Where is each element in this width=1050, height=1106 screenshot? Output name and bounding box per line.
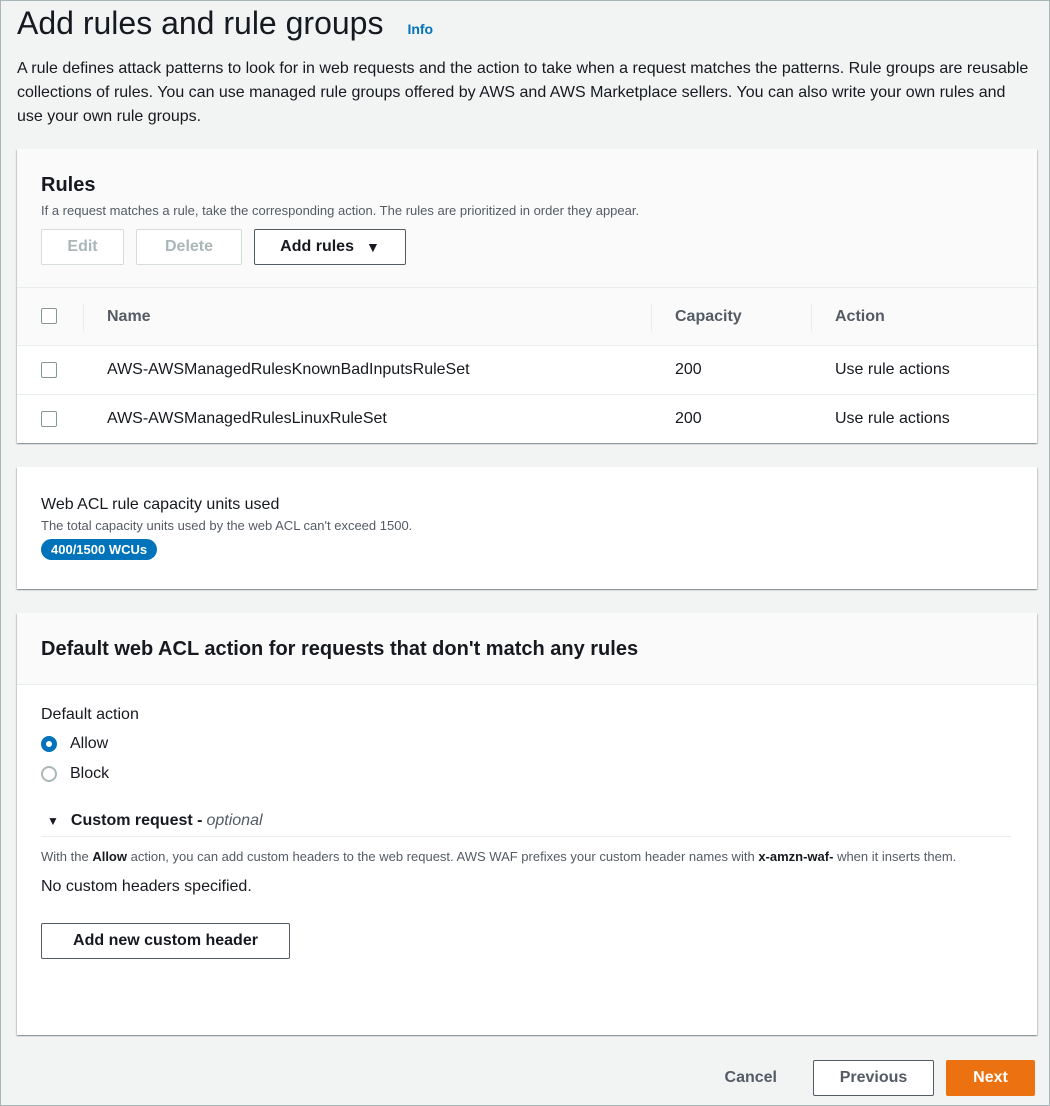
radio-block-label: Block bbox=[70, 765, 110, 782]
add-rules-button[interactable] bbox=[254, 229, 406, 265]
default-action-body bbox=[17, 685, 1037, 979]
custom-request-optional: optional bbox=[206, 811, 263, 829]
table-row[interactable] bbox=[17, 346, 1037, 395]
custom-request-expander[interactable] bbox=[41, 805, 1011, 837]
rule-capacity: 200 bbox=[651, 346, 811, 395]
page-intro: A rule defines attack patterns to look for in web requests and the action to take when a request matches the patterns. Rule groups are reusable collections of rules. You can use managed rule groups offered by AWS and AWS Marketplace sellers. You can also write your own rules and use your own rule groups. bbox=[17, 60, 1029, 125]
select-all-cell bbox=[17, 288, 83, 346]
rule-action: Use rule actions bbox=[811, 346, 1037, 395]
column-header-action[interactable]: Action bbox=[811, 288, 1037, 346]
rules-actions bbox=[41, 229, 1013, 265]
custom-request-description bbox=[41, 845, 1011, 869]
page-title: Add rules and rule groups bbox=[17, 5, 384, 41]
previous-button[interactable]: Previous bbox=[813, 1060, 934, 1096]
radio-allow-input[interactable] bbox=[41, 736, 57, 752]
default-action-header bbox=[17, 613, 1037, 685]
wcu-badge: 400/1500 WCUs bbox=[41, 539, 157, 560]
rules-table bbox=[17, 287, 1037, 444]
default-action-title: Default web ACL action for requests that don't match any rules bbox=[41, 638, 639, 660]
table-header-row bbox=[17, 288, 1037, 346]
rules-title: Rules bbox=[41, 174, 96, 196]
row-checkbox[interactable] bbox=[41, 411, 57, 427]
rules-header bbox=[17, 149, 1037, 287]
add-rules-label: Add rules bbox=[280, 238, 354, 255]
desc-middle: action, you can add custom headers to the web request. AWS WAF prefixes your custom header names with bbox=[130, 849, 755, 864]
page-header bbox=[17, 3, 1033, 43]
rule-action: Use rule actions bbox=[835, 410, 950, 428]
rules-panel bbox=[17, 149, 1037, 443]
custom-request-title: Custom request - bbox=[70, 811, 203, 829]
desc-prefix: With the bbox=[41, 849, 89, 864]
default-action-label: Default action bbox=[41, 706, 139, 723]
wizard-footer bbox=[725, 1060, 1035, 1096]
radio-allow[interactable] bbox=[41, 729, 1013, 759]
default-action-panel bbox=[17, 613, 1037, 1035]
wcu-panel bbox=[17, 467, 1037, 589]
cancel-button[interactable]: Cancel bbox=[724, 1069, 777, 1086]
desc-suffix: when it inserts them. bbox=[837, 849, 957, 864]
column-header-name[interactable]: Name bbox=[83, 288, 651, 346]
radio-block[interactable] bbox=[41, 759, 1013, 789]
caret-down-icon: ▼ bbox=[47, 813, 59, 828]
select-all-checkbox[interactable] bbox=[41, 308, 57, 324]
default-action-radio-group bbox=[41, 729, 1013, 789]
delete-button[interactable]: Delete bbox=[136, 229, 242, 265]
rule-capacity: 200 bbox=[675, 410, 702, 428]
row-select-cell bbox=[17, 395, 83, 444]
wcu-description: The total capacity units used by the web ACL can't exceed 1500. bbox=[41, 518, 413, 533]
edit-button[interactable]: Edit bbox=[41, 229, 124, 265]
table-row[interactable] bbox=[17, 395, 1037, 444]
radio-allow-label: Allow bbox=[70, 735, 109, 752]
next-button[interactable]: Next bbox=[946, 1060, 1035, 1096]
row-select-cell bbox=[17, 346, 83, 395]
info-link[interactable]: Info bbox=[407, 21, 434, 37]
column-header-capacity[interactable]: Capacity bbox=[651, 288, 811, 346]
desc-allow: Allow bbox=[92, 849, 127, 864]
rule-name: AWS-AWSManagedRulesLinuxRuleSet bbox=[107, 410, 387, 428]
rules-description: If a request matches a rule, take the corresponding action. The rules are prioritized in order they appear. bbox=[41, 203, 640, 218]
add-custom-header-button[interactable]: Add new custom header bbox=[41, 923, 290, 959]
wcu-title: Web ACL rule capacity units used bbox=[41, 496, 280, 513]
no-custom-headers-text: No custom headers specified. bbox=[41, 878, 252, 895]
radio-block-input[interactable] bbox=[41, 766, 57, 782]
row-checkbox[interactable] bbox=[41, 362, 57, 378]
caret-down-icon: ▼ bbox=[365, 239, 380, 255]
rule-name: AWS-AWSManagedRulesKnownBadInputsRuleSet bbox=[83, 346, 651, 395]
desc-prefix-code: x-amzn-waf- bbox=[758, 849, 834, 864]
